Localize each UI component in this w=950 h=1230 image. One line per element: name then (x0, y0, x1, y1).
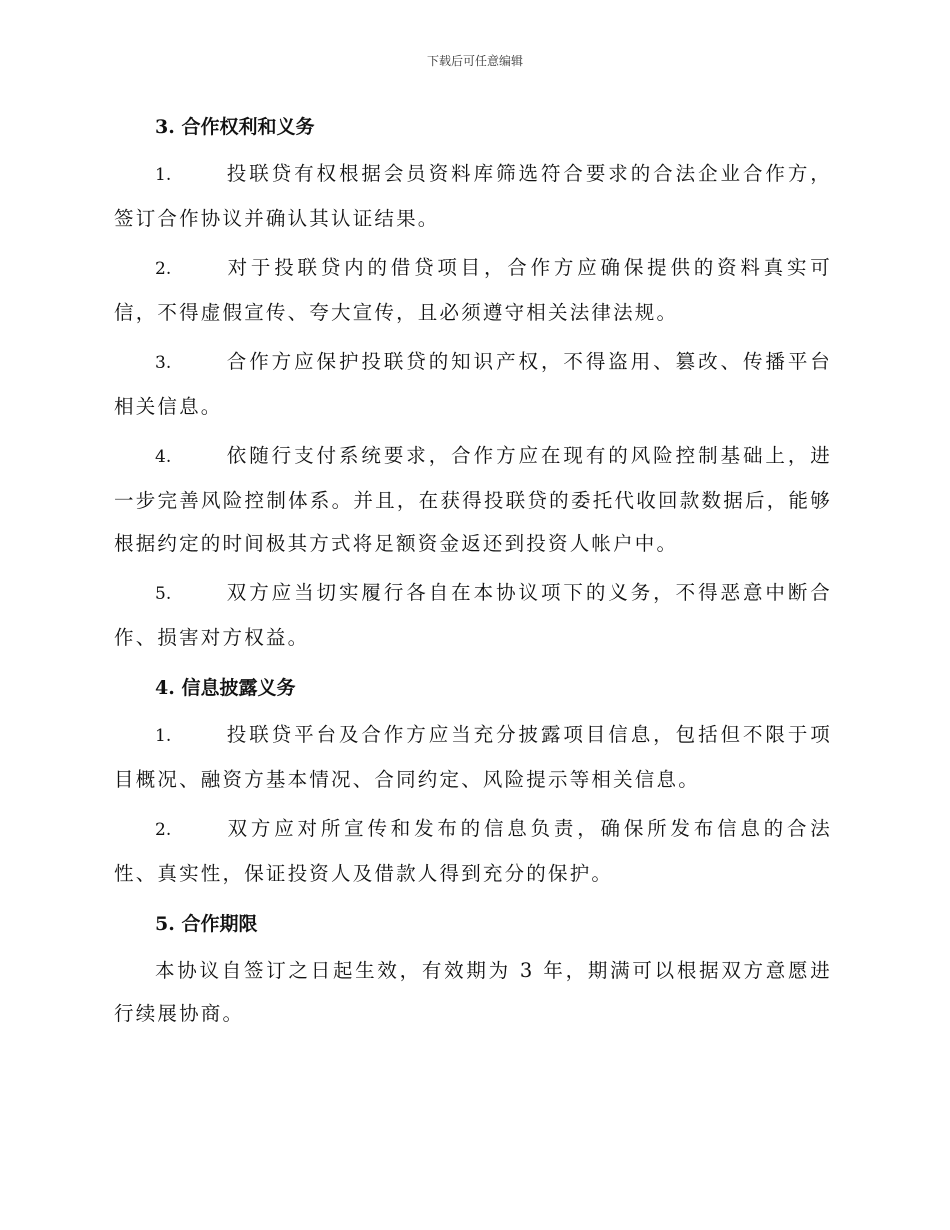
clause-number: 2. (155, 820, 172, 840)
clause-text: 对于投联贷内的借贷项目，合作方应确保提供的资料真实可信，不得虚假宣传、夸大宣传，且必须遵守相关法律法规。 (114, 256, 832, 324)
clause-text: 依随行支付系统要求，合作方应在现有的风险控制基础上，进一步完善风险控制体系。并且，在获得投联贷的委托代收回款数据后，能够根据约定的时间极其方式将足额资金返还到投资人帐户中。 (114, 444, 832, 555)
clause-item (114, 152, 832, 240)
clause-number: 2. (155, 259, 172, 279)
term-paragraph: 本协议自签订之日起生效，有效期为 3 年，期满可以根据双方意愿进行续展协商。 (114, 959, 832, 1025)
section-heading-term: 5. 合作期限 (155, 913, 258, 935)
section-heading-rights-obligations: 3. 合作权利和义务 (155, 116, 315, 138)
clause-number: 4. (155, 447, 172, 467)
clause-item (114, 571, 832, 659)
section-heading-disclosure: 4. 信息披露义务 (155, 677, 296, 699)
clause-text: 合作方应保护投联贷的知识产权，不得盗用、篡改、传播平台相关信息。 (114, 350, 832, 418)
page-header: 下载后可任意编辑 (426, 54, 523, 68)
clause-item (114, 340, 832, 428)
clause-number: 1. (155, 726, 172, 746)
clause-text: 双方应对所宣传和发布的信息负责，确保所发布信息的合法性、真实性，保证投资人及借款人得到充分的保护。 (114, 817, 832, 885)
clause-number: 5. (155, 584, 172, 604)
clause-item (114, 807, 832, 895)
clause-text: 投联贷有权根据会员资料库筛选符合要求的合法企业合作方，签订合作协议并确认其认证结果。 (114, 162, 832, 230)
document-body (114, 104, 832, 1041)
clause-number: 3. (155, 353, 172, 373)
clause-text: 投联贷平台及合作方应当充分披露项目信息，包括但不限于项目概况、融资方基本情况、合同约定、风险提示等相关信息。 (114, 723, 832, 791)
clause-item (114, 713, 832, 801)
clause-item (114, 246, 832, 334)
clause-text: 双方应当切实履行各自在本协议项下的义务，不得恶意中断合作、损害对方权益。 (114, 581, 832, 649)
clause-item (114, 434, 832, 565)
clause-number: 1. (155, 165, 172, 185)
